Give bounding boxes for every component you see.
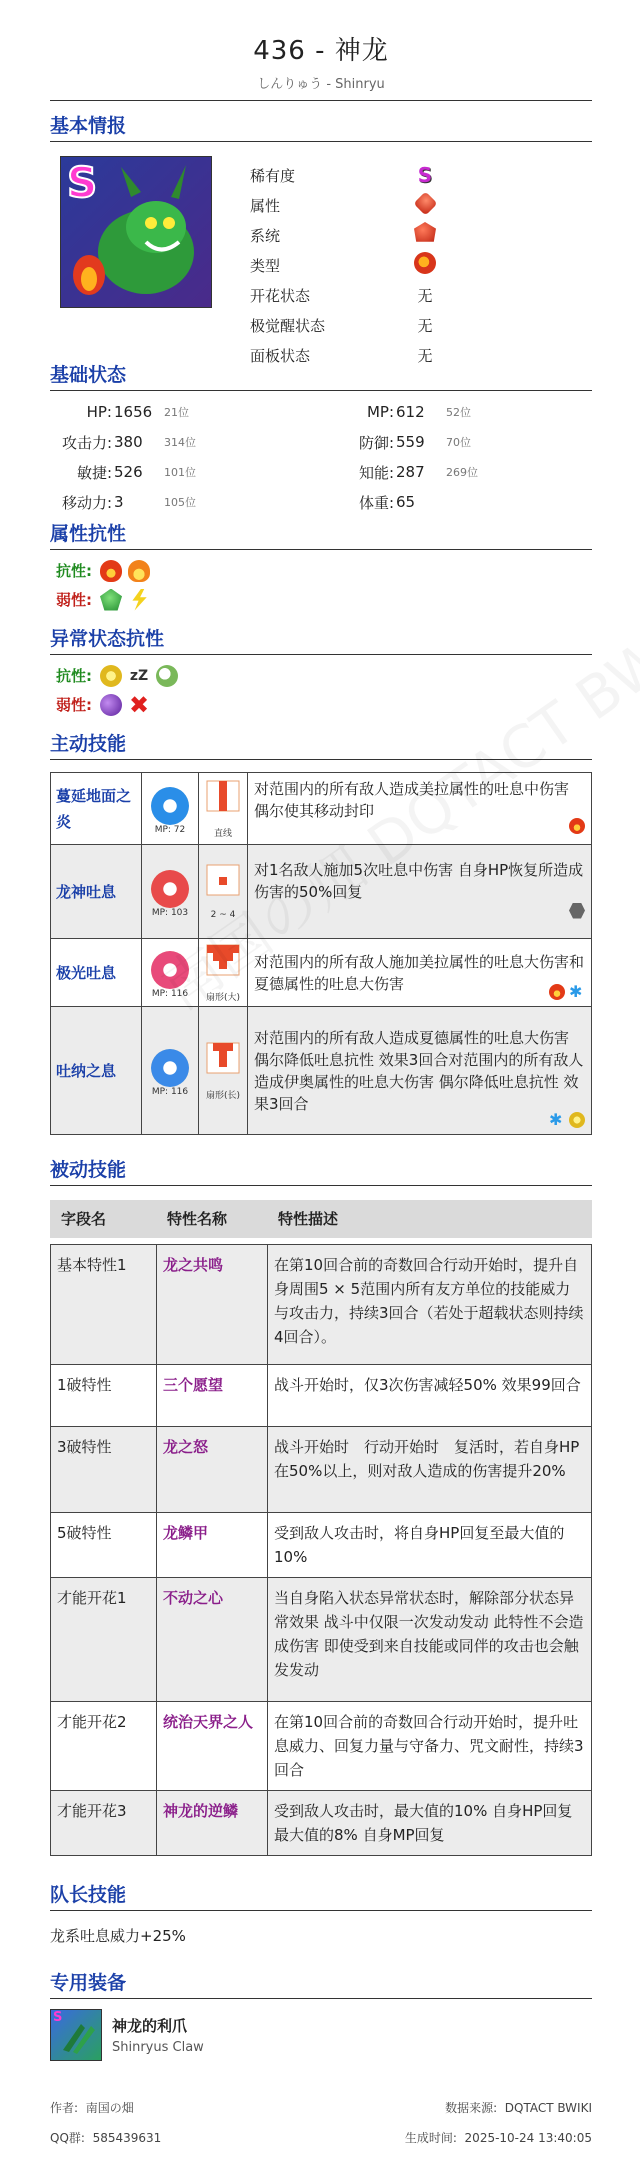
ice-icon: ✱ — [549, 1110, 563, 1129]
table-row: 才能开花1 不动之心 当自身陷入状态异常状态时，解除部分状态异常效果 战斗中仅限一次发动发动 此特性不会造成伤害 即使受到来自技能或同伴的攻击也会触发发动 — [51, 1578, 592, 1702]
stat-defense: 防御: 559 70位 — [358, 433, 471, 452]
fire-element-icon — [413, 191, 437, 215]
equipment-name-en: Shinryus Claw — [112, 2040, 204, 2055]
active-skills-table — [50, 772, 592, 1135]
earth-icon — [100, 589, 122, 611]
skill-name: 极光吐息 — [51, 939, 142, 1007]
section-passive-skills: 被动技能 — [50, 1155, 592, 1186]
attack-type-icon — [414, 252, 436, 274]
section-leader-skill: 队长技能 — [50, 1880, 592, 1911]
footer — [50, 2099, 592, 2159]
fire-icon — [100, 560, 122, 582]
stat-agility: 敏捷: 526 101位 — [76, 463, 196, 482]
stat-move: 移动力: 3 105位 — [61, 493, 196, 512]
page-subtitle: しんりゅう - Shinryu — [257, 77, 385, 92]
aurora-breath-skill-icon — [151, 951, 189, 989]
footer-author: 作者: 南国の畑 — [50, 2101, 134, 2115]
section-element-resist: 属性抗性 — [50, 519, 592, 550]
footer-qq: QQ群: 585439631 — [50, 2131, 162, 2145]
skill-name: 吐纳之息 — [51, 1007, 142, 1135]
element-resist-block — [50, 550, 592, 624]
skill-desc: 对范围内的所有敌人造成夏德属性的吐息大伤害 偶尔降低吐息抗性 效果3回合对范围内的所有敌人造成伊奥属性的吐息大伤害 偶尔降低吐息抗性 效果3回合 — [254, 1028, 584, 1113]
table-row: 蔓延地面之炎 MP: 72 直线 对范围内的所有敌人造成美拉属性的吐息中伤害 偶尔使其移动封印 — [51, 773, 592, 845]
inhale-breath-skill-icon — [151, 1049, 189, 1087]
skill-desc: 对范围内的所有敌人造成美拉属性的吐息中伤害 偶尔使其移动封印 — [254, 779, 570, 820]
table-row: 3破特性 龙之怒 战斗开始时 行动开始时 复活时，若自身HP在50%以上，则对敌人造成的伤害提升20% — [51, 1427, 592, 1513]
table-row: 1破特性 三个愿望 战斗开始时，仅3次伤害减轻50% 效果99回合 — [51, 1365, 592, 1427]
stat-hp: HP: 1656 21位 — [86, 403, 189, 421]
dragon-system-icon — [414, 222, 436, 244]
dragon-breath-skill-icon — [151, 870, 189, 908]
sleep-icon: zZ — [129, 667, 149, 684]
explosion-icon — [569, 1112, 585, 1128]
stats-block — [50, 391, 592, 519]
table-row: 才能开花2 统治天界之人 在第10回合前的奇数回合行动开始时，提升吐息威力、回复力量与守备力、咒文耐性，持续3回合 — [51, 1702, 592, 1791]
table-row: 才能开花3 神龙的逆鳞 受到敌人攻击时，最大值的10% 自身HP回复最大值的8% 自身MP回复 — [51, 1791, 592, 1856]
table-header-row — [51, 1201, 592, 1238]
table-row: 龙神吐息 MP: 103 2 ~ 4 对1名敌人施加5次吐息中伤害 自身HP恢复所造成伤害的50%回复 — [51, 845, 592, 939]
section-basic-info: 基本情报 — [50, 111, 592, 142]
range-grid-icon — [203, 1041, 243, 1085]
page-title: 436 - 神龙 — [253, 36, 389, 66]
header-field: 字段名 — [51, 1201, 157, 1238]
basic-attr-list — [250, 160, 440, 370]
fire-icon — [569, 818, 585, 834]
attr-panel: 面板状态 无 — [250, 346, 433, 365]
basic-info-block — [50, 142, 592, 365]
status-resist-block — [50, 655, 592, 729]
attr-element: 属性 — [250, 190, 440, 220]
status-resist-strong: 抗性: zZ — [56, 661, 592, 690]
stat-attack: 攻击力: 380 314位 — [61, 433, 196, 452]
monster-portrait — [60, 156, 212, 308]
table-row: 5破特性 龙鳞甲 受到敌人攻击时，将自身HP回复至最大值的10% — [51, 1513, 592, 1578]
footer-time: 生成时间: 2025-10-24 13:40:05 — [404, 2131, 592, 2145]
section-stats: 基础状态 — [50, 360, 592, 391]
seal-icon: ✖ — [128, 690, 150, 719]
lightning-icon — [128, 589, 150, 611]
range-grid-icon — [203, 943, 243, 987]
section-active-skills: 主动技能 — [50, 729, 592, 760]
rarity-s-icon: S — [417, 163, 433, 187]
skill-desc: 对1名敌人施加5次吐息中伤害 自身HP恢复所造成伤害的50%回复 — [254, 860, 584, 901]
breath-skill-icon — [151, 787, 189, 825]
fire-icon — [549, 984, 565, 1000]
range-grid-icon — [203, 779, 243, 823]
equipment-name: 神龙的利爪 — [112, 2017, 188, 2035]
attr-system: 系统 — [250, 220, 440, 250]
poison-icon — [100, 694, 122, 716]
confuse-icon — [156, 665, 178, 687]
flame-icon — [128, 560, 150, 582]
element-resist-weak: 弱性: — [56, 585, 592, 614]
footer-source: 数据来源: DQTACT BWIKI — [445, 2101, 592, 2115]
section-equipment: 专用装备 — [50, 1968, 592, 1999]
hex-icon — [569, 903, 585, 919]
table-row: 基本特性1 龙之共鸣 在第10回合前的奇数回合行动开始时，提升自身周围5 × 5范围内所有友方单位的技能威力与攻击力，持续3回合（若处于超载状态则持续4回合）。 — [51, 1245, 592, 1365]
range-grid-icon — [203, 863, 243, 907]
attr-rarity: 稀有度 S — [250, 160, 440, 190]
section-status-resist: 异常状态抗性 — [50, 624, 592, 655]
attr-type: 类型 — [250, 250, 440, 280]
status-resist-weak: 弱性: ✖ — [56, 690, 150, 719]
stun-icon — [100, 665, 122, 687]
stat-weight: 体重: 65 — [358, 493, 416, 512]
stat-mp: MP: 612 52位 — [366, 403, 471, 421]
equipment-item — [50, 2009, 592, 2061]
skill-name: 龙神吐息 — [51, 845, 142, 939]
attr-awaken: 极觉醒状态 无 — [250, 316, 433, 335]
ice-icon: ✱ — [569, 982, 583, 1001]
title-divider — [50, 100, 592, 101]
table-row: 吐纳之息 MP: 116 扇形(长) 对范围内的所有敌人造成夏德属性的吐息大伤害 偶尔降低吐息抗性 效果3回合对范围内的所有敌人造成伊奥属性的吐息大伤害 偶尔降低吐息抗性 效果3回合 ✱ — [51, 1007, 592, 1135]
svg-text:S: S — [67, 158, 98, 207]
claw-equipment-icon: S — [50, 2009, 102, 2061]
table-row: 极光吐息 MP: 116 扇形(大) 对范围内的所有敌人施加美拉属性的吐息大伤害和夏德属性的吐息大伤害 ✱ — [51, 939, 592, 1007]
page — [50, 0, 592, 2159]
leader-skill-text: 龙系吐息威力+25% — [50, 1927, 186, 1945]
stat-wisdom: 知能: 287 269位 — [358, 463, 478, 482]
attr-bloom: 开花状态 无 — [250, 286, 433, 305]
skill-desc: 对范围内的所有敌人施加美拉属性的吐息大伤害和夏德属性的吐息大伤害 — [254, 952, 585, 993]
header-name: 特性名称 — [157, 1201, 268, 1238]
passive-skills-table — [50, 1200, 592, 1856]
skill-name: 蔓延地面之炎 — [51, 773, 142, 845]
element-resist-strong: 抗性: — [56, 556, 592, 585]
header-desc: 特性描述 — [268, 1201, 592, 1238]
